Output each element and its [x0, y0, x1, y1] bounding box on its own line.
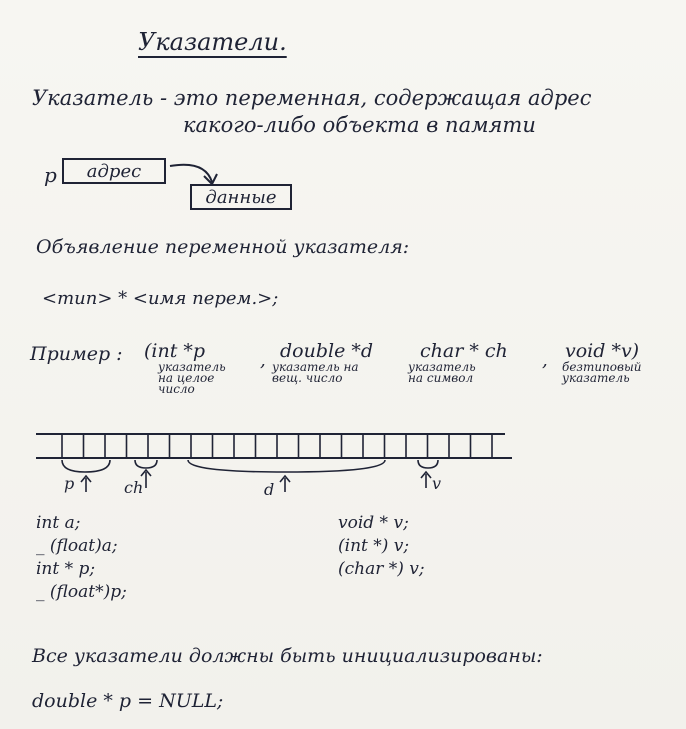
definition-line-1: Указатель - это переменная, содержащая адрес: [32, 86, 592, 110]
code-line: int a;: [36, 513, 81, 533]
null-example: double * p = NULL;: [32, 690, 224, 712]
example-int-note: указатель на целое число: [158, 360, 226, 396]
memory-label-d: d: [264, 480, 275, 499]
example-comma: ,: [260, 350, 266, 371]
data-box: данные: [190, 184, 292, 210]
address-box: адрес: [62, 158, 166, 184]
definition-line-2: какого-либо объекта в памяти: [183, 113, 536, 137]
init-note: Все указатели должны быть инициализированы:: [32, 645, 543, 667]
example-label: Пример :: [30, 343, 123, 365]
memory-cells: [62, 434, 492, 458]
code-line: _ (float*)p;: [36, 582, 127, 602]
brace-p: [62, 460, 110, 472]
example-void-code: void *v): [565, 340, 640, 362]
code-block-left: [36, 512, 127, 604]
code-line: int * p;: [36, 559, 96, 579]
memory-strip: [0, 420, 686, 510]
memory-label-v: v: [432, 474, 442, 493]
pointer-name: p: [44, 163, 57, 187]
brace-d: [188, 460, 385, 472]
code-line: (char *) v;: [338, 559, 425, 579]
memory-label-p: p: [64, 474, 75, 493]
memory-label-ch: ch: [124, 478, 144, 497]
declaration-syntax: <тип> * <имя перем.>;: [42, 288, 279, 309]
page-title: Указатели.: [138, 28, 287, 56]
brace-ch: [135, 460, 157, 468]
code-line: _ (float)a;: [36, 536, 118, 556]
example-double-code: double *d: [280, 340, 374, 362]
code-block-right: [338, 512, 425, 581]
example-comma: ,: [542, 350, 548, 371]
example-double-note: указатель на вещ. число: [272, 360, 359, 385]
code-line: void * v;: [338, 513, 409, 533]
example-char-code: char * ch: [420, 340, 508, 362]
declaration-heading: Объявление переменной указателя:: [36, 236, 410, 258]
brace-v: [418, 460, 438, 468]
example-int-code: (int *p: [144, 340, 206, 362]
example-char-note: указатель на символ: [408, 360, 476, 385]
example-void-note: безтиповый указатель: [562, 360, 642, 385]
code-line: (int *) v;: [338, 536, 410, 556]
